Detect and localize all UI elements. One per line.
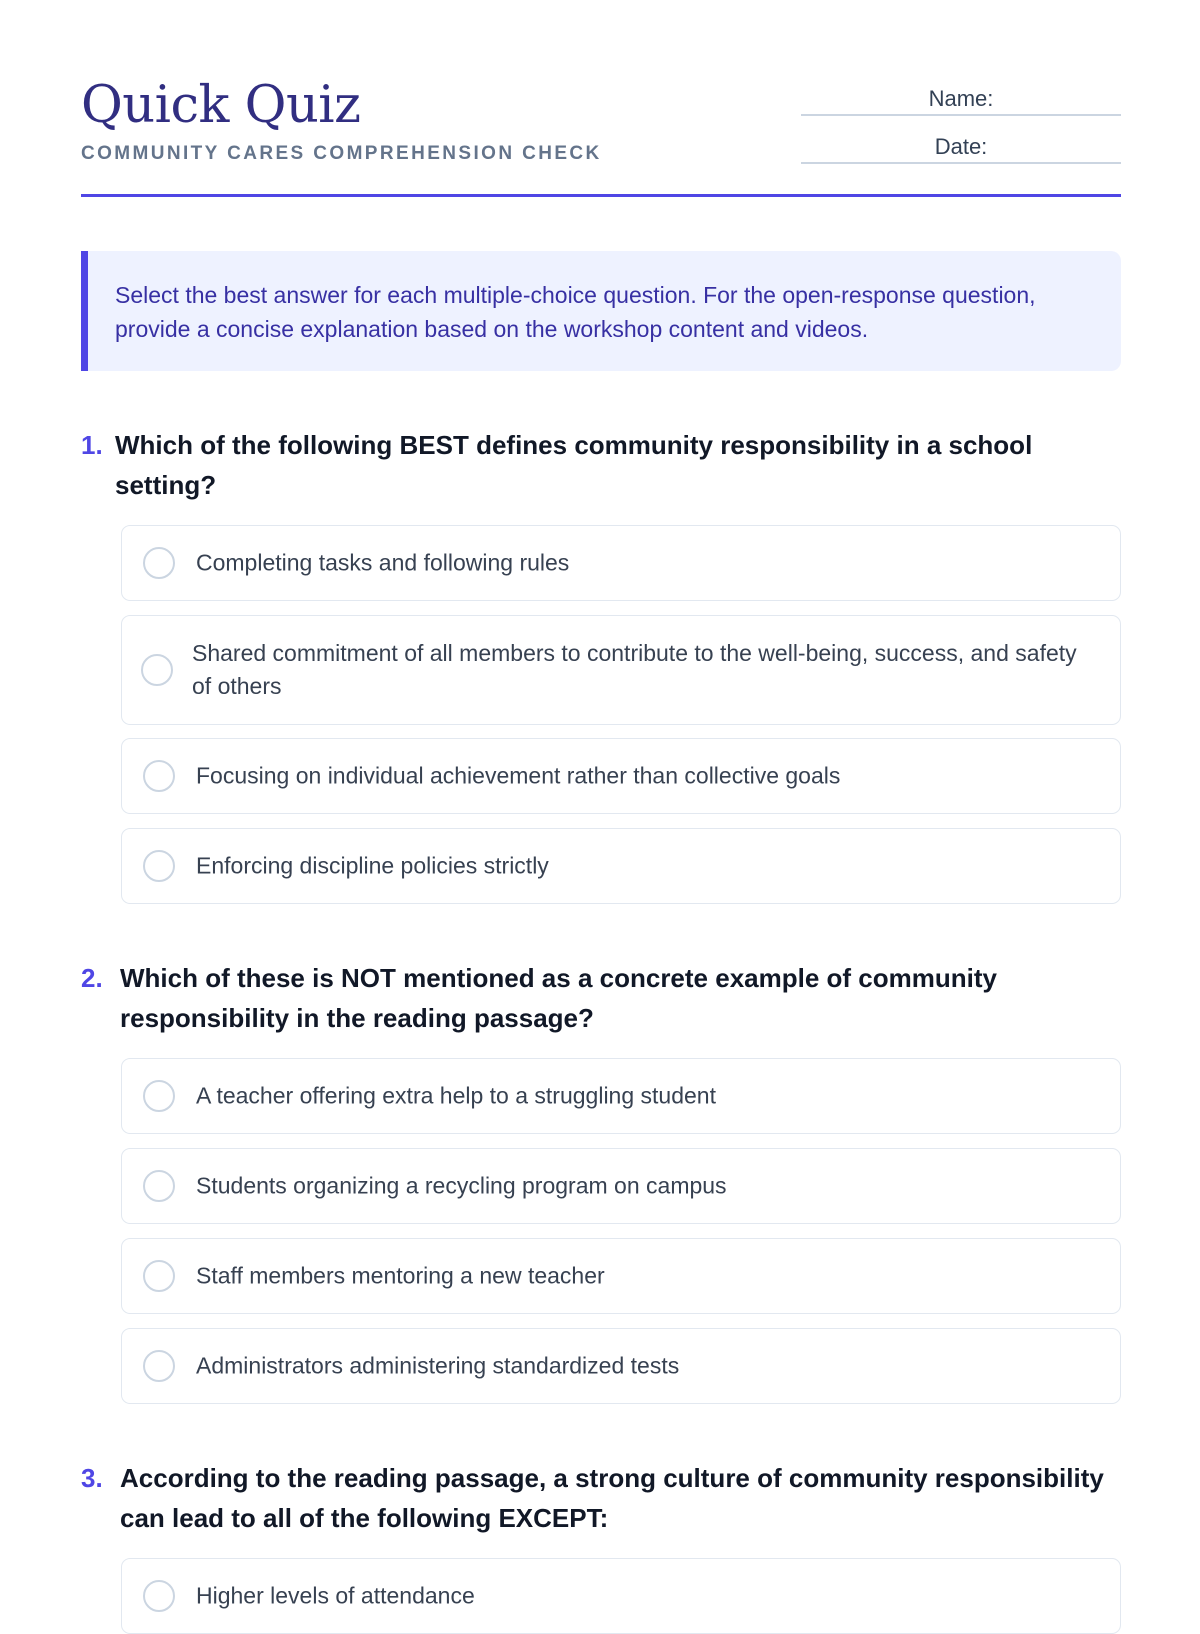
option-label: Staff members mentoring a new teacher <box>196 1262 605 1289</box>
option-label: Higher levels of attendance <box>196 1582 475 1609</box>
date-field[interactable] <box>801 132 1121 164</box>
instructions-box: Select the best answer for each multiple-choice question. For the open-response question, provide a concise explanation based on the workshop content and videos. <box>81 251 1121 371</box>
question-text: According to the reading passage, a strong culture of community responsibility can lead to all of the following EXCEPT: <box>120 1463 1104 1533</box>
radio-button-icon[interactable] <box>141 654 173 686</box>
question-number: 2. <box>81 963 103 993</box>
question-text: Which of the following BEST defines community responsibility in a school setting? <box>115 430 1033 500</box>
option-label: Shared commitment of all members to contribute to the well-being, success, and safety of others <box>192 640 1077 699</box>
radio-button-icon[interactable] <box>143 1580 175 1612</box>
option-label: Focusing on individual achievement rather than collective goals <box>196 762 841 789</box>
question-3 <box>81 1458 1121 1609</box>
page-subtitle: COMMUNITY CARES COMPREHENSION CHECK <box>81 143 602 164</box>
option-label: Completing tasks and following rules <box>196 549 570 576</box>
question-heading <box>81 1458 1121 1538</box>
date-label: Date: <box>934 134 988 159</box>
answer-option[interactable] <box>121 1148 1121 1224</box>
question-heading <box>81 425 1121 505</box>
answer-option[interactable] <box>121 1238 1121 1314</box>
radio-button-icon[interactable] <box>143 1350 175 1382</box>
radio-button-icon[interactable] <box>143 1080 175 1112</box>
radio-button-icon[interactable] <box>143 1260 175 1292</box>
question-2 <box>81 958 1121 1379</box>
radio-button-icon[interactable] <box>143 1170 175 1202</box>
option-label: Administrators administering standardized tests <box>196 1352 680 1379</box>
answer-option[interactable] <box>121 1328 1121 1404</box>
option-label: Students organizing a recycling program on campus <box>196 1172 727 1199</box>
question-heading <box>81 958 1121 1038</box>
answer-option[interactable] <box>121 615 1121 725</box>
question-1 <box>81 425 1121 879</box>
answer-option[interactable] <box>121 828 1121 904</box>
radio-button-icon[interactable] <box>143 760 175 792</box>
quiz-page <box>81 0 1121 1609</box>
name-label: Name: <box>928 86 994 111</box>
page-title: Quick Quiz <box>81 76 361 135</box>
question-text: Which of these is NOT mentioned as a concrete example of community responsibility in the reading passage? <box>120 963 997 1033</box>
answer-option[interactable] <box>121 738 1121 814</box>
radio-button-icon[interactable] <box>143 850 175 882</box>
question-number: 3. <box>81 1463 103 1493</box>
answer-option[interactable] <box>121 1558 1121 1634</box>
answer-option[interactable] <box>121 1058 1121 1134</box>
answer-option[interactable] <box>121 525 1121 601</box>
option-label: Enforcing discipline policies strictly <box>196 852 549 879</box>
name-field[interactable] <box>801 84 1121 116</box>
radio-button-icon[interactable] <box>143 547 175 579</box>
option-label: A teacher offering extra help to a struggling student <box>196 1082 716 1109</box>
quiz-header <box>81 0 1121 197</box>
question-number: 1. <box>81 430 103 460</box>
